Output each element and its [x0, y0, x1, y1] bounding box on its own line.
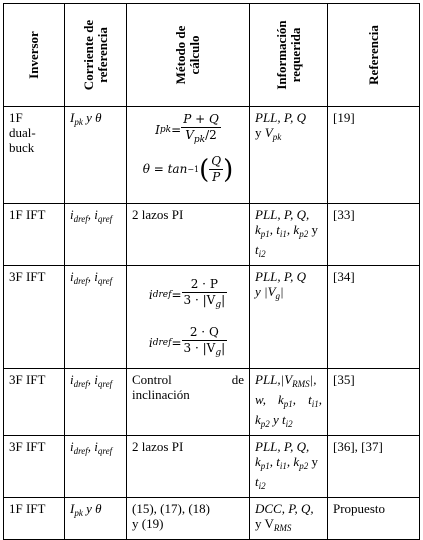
info-ti1-sub: i1: [279, 461, 287, 471]
metodo-line1: [132, 372, 244, 387]
info-ti2-sub: i2: [258, 249, 266, 259]
cell-informacion: [250, 436, 328, 498]
info-line2-wrap: [255, 516, 274, 531]
header-info-line2: requerida: [287, 27, 303, 83]
formula-idref-p-num: 2 · P: [182, 277, 228, 293]
corriente-sub2: qref: [97, 214, 113, 224]
info-ti2-sub: i2: [285, 419, 293, 429]
info-line2-sub: pk: [272, 132, 282, 142]
cell-informacion: [250, 498, 328, 540]
formula-idref-p-fraction: [182, 277, 228, 313]
info-kp1: k: [255, 222, 261, 237]
formula-idref-p: [132, 277, 244, 313]
header-referencia-label: Referencia: [365, 25, 381, 85]
header-corriente-line2: referencia: [94, 27, 110, 83]
header-inversor: [4, 4, 65, 107]
cell-referencia: [328, 498, 420, 540]
header-referencia: [328, 4, 420, 107]
cell-referencia: [328, 204, 420, 266]
cell-metodo: [127, 204, 250, 266]
corriente-symbol: I: [70, 501, 75, 516]
info-line2: y |V: [255, 284, 276, 299]
corriente-sub2: qref: [97, 276, 113, 286]
cell-referencia: [328, 266, 420, 369]
corriente-i2: , i: [87, 439, 98, 454]
cell-inversor: [4, 107, 65, 204]
info-ti1: , t: [269, 454, 280, 469]
cell-referencia: [328, 107, 420, 204]
table-row: [4, 498, 420, 540]
referencia-text: Propuesto: [333, 501, 385, 516]
formula-idref-q-den: [182, 341, 228, 361]
corriente-sub2: qref: [97, 379, 113, 389]
cell-metodo: [127, 436, 250, 498]
formula-idref-q-eq: =: [171, 335, 182, 350]
info-line2-sub: g: [275, 291, 281, 301]
inversor-text: 3F IFT: [9, 439, 46, 454]
formula-ipk: [132, 112, 244, 148]
corriente-subscript: pk: [74, 508, 83, 518]
info-kp2-sub: p2: [299, 229, 309, 239]
info-kp2: k: [255, 412, 261, 427]
corriente-sub1: dref: [73, 214, 88, 224]
formula-ipk-lhs-sub: pk: [159, 124, 172, 135]
info-line1: DCC, P, Q,: [255, 501, 314, 516]
cell-referencia: [328, 369, 420, 436]
info-ti1-comma: ,: [318, 392, 322, 407]
info-kp1-sub: p1: [260, 461, 270, 471]
info-line2: y V: [255, 516, 274, 531]
corriente-sub1: dref: [73, 446, 88, 456]
inversor-text: 3F IFT: [9, 269, 46, 284]
inversor-text: 3F IFT: [9, 372, 46, 387]
info-ti2: t: [255, 474, 259, 489]
info-y: y: [308, 454, 318, 469]
cell-corriente: [65, 266, 127, 369]
corriente-i2: , i: [87, 372, 98, 387]
formula-theta-exp: −1: [187, 165, 200, 174]
info-kp1-sub: p1: [260, 229, 270, 239]
cell-inversor: [4, 498, 65, 540]
info-line1: PLL,|V: [255, 372, 293, 387]
info-line1: PLL, P, Q: [255, 110, 307, 125]
comparison-table: [3, 3, 420, 540]
corriente-i1: i: [70, 372, 74, 387]
metodo-text: 2 lazos PI: [132, 439, 184, 454]
inversor-line3: buck: [9, 140, 35, 155]
info-y: y: [308, 222, 318, 237]
corriente-sub1: dref: [73, 276, 88, 286]
info-line2-sub: RMS: [273, 523, 292, 533]
cell-metodo: [127, 369, 250, 436]
cell-metodo: [127, 498, 250, 540]
formula-idref-p-eq: =: [171, 287, 182, 302]
formula-ipk-lhs: I: [155, 122, 160, 137]
cell-metodo: [127, 107, 250, 204]
corriente-i1: i: [70, 269, 74, 284]
cell-corriente: [65, 498, 127, 540]
info-kp2-sub: p2: [299, 461, 309, 471]
table-row: [4, 204, 420, 266]
header-metodo-line2: cálculo: [187, 35, 202, 75]
info-line2: [255, 392, 322, 412]
info-ti1: , t: [269, 222, 280, 237]
referencia-text: [19]: [333, 110, 355, 125]
info-kp2: , k: [286, 454, 300, 469]
header-info-line1: Información: [273, 20, 289, 90]
inversor-text: 1F IFT: [9, 501, 46, 516]
corriente-tail: y θ: [82, 501, 102, 516]
info-line1: PLL, P, Q: [255, 269, 307, 284]
info-line1: PLL, P, Q,: [255, 207, 310, 222]
formula-idref-p-den-main: 3 · |V: [183, 293, 216, 307]
cell-informacion: [250, 369, 328, 436]
formula-idref-p-den: [182, 293, 228, 313]
corriente-subscript: pk: [74, 117, 83, 127]
corriente-symbol: I: [70, 110, 75, 125]
metodo-line1: (15), (17), (18): [132, 501, 210, 516]
metodo-line2: inclinación: [132, 387, 190, 402]
formula-theta-num: Q: [211, 154, 222, 168]
info-ti1: t: [308, 392, 312, 407]
cell-inversor: [4, 204, 65, 266]
info-kp2: , k: [286, 222, 300, 237]
formula-theta-fraction: [209, 154, 223, 185]
formula-ipk-den-sub: pk: [193, 135, 206, 145]
info-kp1-group: [278, 392, 296, 412]
cell-inversor: [4, 369, 65, 436]
table-row: [4, 369, 420, 436]
formula-idref-q-num: 2 · Q: [182, 325, 228, 341]
cell-corriente: [65, 436, 127, 498]
corriente-i1: i: [70, 439, 74, 454]
info-line1: PLL, P, Q,: [255, 439, 310, 454]
table-row: [4, 436, 420, 498]
formula-idref-q: [132, 325, 244, 361]
info-kp2-sub: p2: [260, 419, 270, 429]
cell-corriente: [65, 107, 127, 204]
formula-theta-lhs: θ = tan: [142, 162, 188, 176]
formula-idref-p-lhs: i: [148, 287, 153, 302]
formula-idref-q-lhs: i: [148, 335, 153, 350]
cell-metodo: [127, 266, 250, 369]
formula-idref-p-lhs-sub: dref: [152, 289, 172, 300]
inversor-line1: 1F: [9, 110, 23, 125]
header-informacion: [250, 4, 328, 107]
info-line2-tail: |: [280, 284, 284, 299]
formula-theta-rparen: ): [223, 154, 234, 185]
header-corriente-line1: Corriente de: [80, 19, 96, 91]
corriente-i2: , i: [87, 269, 98, 284]
info-kp1: k: [255, 454, 261, 469]
formula-idref-q-lhs-sub: dref: [152, 337, 172, 348]
metodo-line2: y (19): [132, 516, 164, 531]
referencia-text: [33]: [333, 207, 355, 222]
header-metodo: [127, 4, 250, 107]
formula-ipk-den-tail: /2: [205, 128, 217, 142]
formula-idref-p-den-sub: g: [215, 300, 222, 310]
info-kp1-sub: p1: [283, 399, 293, 409]
formula-theta: [132, 154, 244, 185]
formula-ipk-num: P + Q: [183, 112, 219, 126]
info-kp1: k: [278, 392, 284, 407]
formula-idref-q-fraction: [182, 325, 228, 361]
metodo-line1-word1: Control: [132, 372, 172, 387]
info-w: w,: [255, 392, 266, 407]
cell-corriente: [65, 204, 127, 266]
formula-idref-q-den-main: 3 · |V: [183, 341, 216, 355]
cell-informacion: [250, 204, 328, 266]
corriente-tail: y θ: [82, 110, 102, 125]
inversor-text: 1F IFT: [9, 207, 46, 222]
table-row: [4, 266, 420, 369]
info-ti1-sub: i1: [279, 229, 287, 239]
corriente-i2: , i: [87, 207, 98, 222]
formula-theta-den: P: [212, 170, 221, 184]
cell-inversor: [4, 266, 65, 369]
info-line2-prefix: y: [255, 125, 265, 140]
info-ti2-sub: i2: [258, 481, 266, 491]
info-ti1-sub: i1: [311, 399, 319, 409]
corriente-sub1: dref: [73, 379, 88, 389]
metodo-line1-word2: de: [231, 372, 244, 387]
info-line2-v: V: [264, 125, 273, 140]
formula-idref-q-den-sub: g: [215, 348, 222, 358]
cell-corriente: [65, 369, 127, 436]
formula-ipk-den-v: V: [185, 128, 194, 142]
info-ti2: t: [255, 242, 259, 257]
formula-theta-lparen: (: [199, 154, 210, 185]
corriente-sub2: qref: [97, 446, 113, 456]
header-inversor-label: Inversor: [26, 31, 41, 79]
header-metodo-line1: Método de: [173, 25, 188, 85]
formula-ipk-fraction: [181, 112, 221, 148]
info-kp1-comma: ,: [292, 392, 297, 407]
formula-idref-p-den-tail: |: [221, 293, 226, 307]
formula-idref-q-den-tail: |: [221, 341, 226, 355]
referencia-text: [36], [37]: [333, 439, 383, 454]
cell-referencia: [328, 436, 420, 498]
header-row: [4, 4, 420, 107]
referencia-text: [35]: [333, 372, 355, 387]
info-ti2: y t: [269, 412, 286, 427]
info-line1-tail: |,: [309, 372, 317, 387]
formula-ipk-den: [181, 128, 221, 148]
header-corriente: [65, 4, 127, 107]
referencia-text: [34]: [333, 269, 355, 284]
info-line1-sub: RMS: [292, 379, 310, 389]
cell-informacion: [250, 107, 328, 204]
cell-informacion: [250, 266, 328, 369]
formula-ipk-eq: =: [171, 122, 182, 137]
cell-inversor: [4, 436, 65, 498]
info-ti1-group: [308, 392, 322, 412]
corriente-i1: i: [70, 207, 74, 222]
inversor-line2: dual-: [9, 125, 36, 140]
metodo-text: 2 lazos PI: [132, 207, 184, 222]
table-row: [4, 107, 420, 204]
